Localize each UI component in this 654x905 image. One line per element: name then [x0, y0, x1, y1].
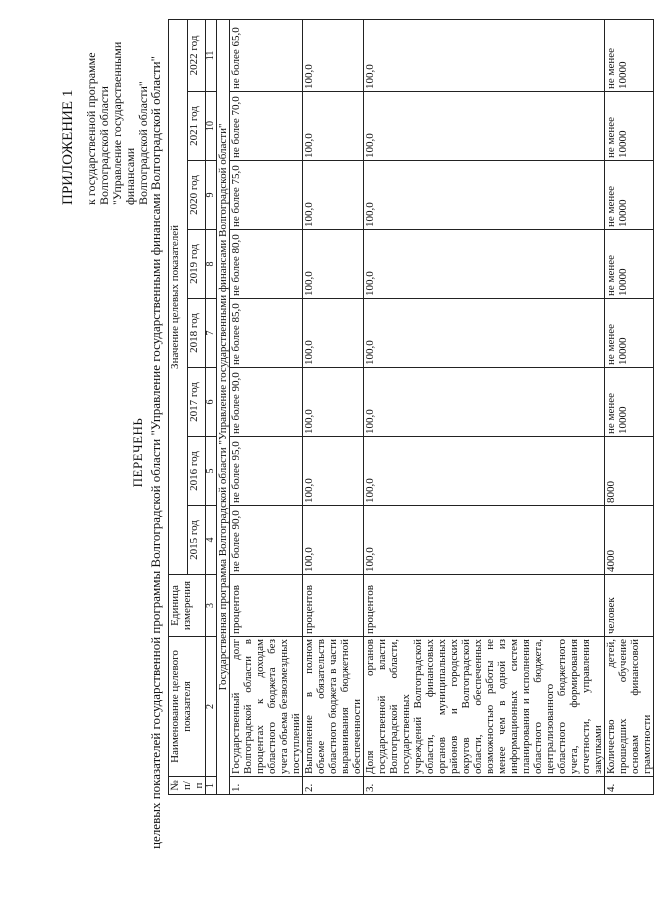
row-number: 3. — [364, 777, 605, 795]
table-row — [605, 19, 654, 794]
column-number: 3 — [206, 575, 217, 637]
row-number: 4. — [605, 777, 654, 795]
indicator-name: Количество детей, прошедших обучение основам финансовой грамотности — [605, 637, 654, 777]
indicator-value: не менее 10000 — [605, 299, 654, 368]
row-number: 1. — [230, 777, 303, 795]
header-year: 2015 год — [187, 506, 206, 575]
indicator-value: не более 65,0 — [230, 19, 303, 91]
appendix-title: ПРИЛОЖЕНИЕ 1 — [60, 89, 76, 205]
indicator-value: не менее 10000 — [605, 368, 654, 437]
table-header-row — [169, 19, 188, 794]
header-year: 2018 год — [187, 299, 206, 368]
indicator-value: не менее 10000 — [605, 19, 654, 91]
document-title: ПЕРЕЧЕНЬ — [130, 417, 145, 488]
column-number: 4 — [206, 506, 217, 575]
column-number: 2 — [206, 637, 217, 777]
header-year: 2022 год — [187, 19, 206, 91]
indicator-value: 100,0 — [303, 161, 364, 230]
indicator-value: не более 90,0 — [230, 506, 303, 575]
indicator-value: 100,0 — [364, 299, 605, 368]
indicator-value: 100,0 — [364, 230, 605, 299]
indicator-value: 100,0 — [303, 368, 364, 437]
document-subtitle: целевых показателей государственной программы Волгоградской области "Управление государственными финансами Волгоградской области" — [148, 56, 163, 849]
indicator-value: не менее 10000 — [605, 92, 654, 161]
header-year: 2019 год — [187, 230, 206, 299]
column-numbers-row — [206, 19, 217, 794]
indicator-value: 100,0 — [364, 368, 605, 437]
indicator-unit: процентов — [230, 575, 303, 637]
indicator-value: 100,0 — [303, 19, 364, 91]
reference-line-1: к государственной программе Волгоградской области — [84, 52, 111, 205]
indicator-value: не менее 10000 — [605, 230, 654, 299]
indicator-value: 100,0 — [364, 161, 605, 230]
header-no: № п/п — [169, 777, 206, 795]
indicator-unit: процентов — [303, 575, 364, 637]
table-row — [364, 19, 605, 794]
indicator-value: 100,0 — [364, 437, 605, 506]
indicator-name: Выполнение в полном объеме обязательств областного бюджета в части выравнивания бюджетной обеспеченности — [303, 637, 364, 777]
indicator-value: не более 70,0 — [230, 92, 303, 161]
indicator-value: 100,0 — [303, 506, 364, 575]
column-number: 7 — [206, 299, 217, 368]
column-number: 11 — [206, 19, 217, 91]
indicator-value: не более 75,0 — [230, 161, 303, 230]
indicator-value: 8000 — [605, 437, 654, 506]
column-number: 1 — [206, 777, 217, 795]
indicator-value: 100,0 — [303, 92, 364, 161]
indicator-value: не более 85,0 — [230, 299, 303, 368]
header-values-group: Значение целевых показателей — [169, 19, 188, 574]
column-number: 9 — [206, 161, 217, 230]
indicator-value: не менее 10000 — [605, 161, 654, 230]
indicator-unit: процентов — [364, 575, 605, 637]
indicator-value: не более 90,0 — [230, 368, 303, 437]
indicator-value: 100,0 — [364, 506, 605, 575]
column-number: 8 — [206, 230, 217, 299]
table-row — [303, 19, 364, 794]
header-year: 2017 год — [187, 368, 206, 437]
header-unit: Единица измерения — [169, 575, 206, 637]
column-number: 10 — [206, 92, 217, 161]
reference-line-2: "Управление государственными финансами — [110, 41, 137, 205]
header-year: 2020 год — [187, 161, 206, 230]
indicator-value: 100,0 — [303, 230, 364, 299]
column-number: 5 — [206, 437, 217, 506]
header-year: 2016 год — [187, 437, 206, 506]
section-title: Государственная программа Волгоградской области "Управление государственными финансами Волгоградской области" — [217, 19, 230, 794]
table-row — [230, 19, 303, 794]
indicator-value: 100,0 — [303, 437, 364, 506]
reference-line-3: Волгоградской области" — [136, 81, 150, 205]
header-name: Наименование целевого показателя — [169, 637, 206, 777]
row-number: 2. — [303, 777, 364, 795]
indicator-value: 100,0 — [364, 19, 605, 91]
indicator-value: 100,0 — [364, 92, 605, 161]
indicator-value: не более 95,0 — [230, 437, 303, 506]
header-year: 2021 год — [187, 92, 206, 161]
indicator-name: Доля органов государственной власти Волгоградской области, государственных учреждений Волгоградской области, финансовых органов муниципальных районов и городских округов Волгоградской области, обеспеченных возможностью работы не менее чем в одной из информационных систем планирования и исполнения областного бюджета, централизованного областного бюджетного учета, формирования отчетности, управления закупками — [364, 637, 605, 777]
indicator-value: 4000 — [605, 506, 654, 575]
column-number: 6 — [206, 368, 217, 437]
indicator-unit: человек — [605, 575, 654, 637]
section-row — [217, 19, 230, 794]
indicator-name: Государственный долг Волгоградской области в процентах к доходам областного бюджета без учета объема безвозмездных поступлений — [230, 637, 303, 777]
indicator-value: не более 80,0 — [230, 230, 303, 299]
indicators-table — [168, 19, 654, 795]
indicator-value: 100,0 — [303, 299, 364, 368]
